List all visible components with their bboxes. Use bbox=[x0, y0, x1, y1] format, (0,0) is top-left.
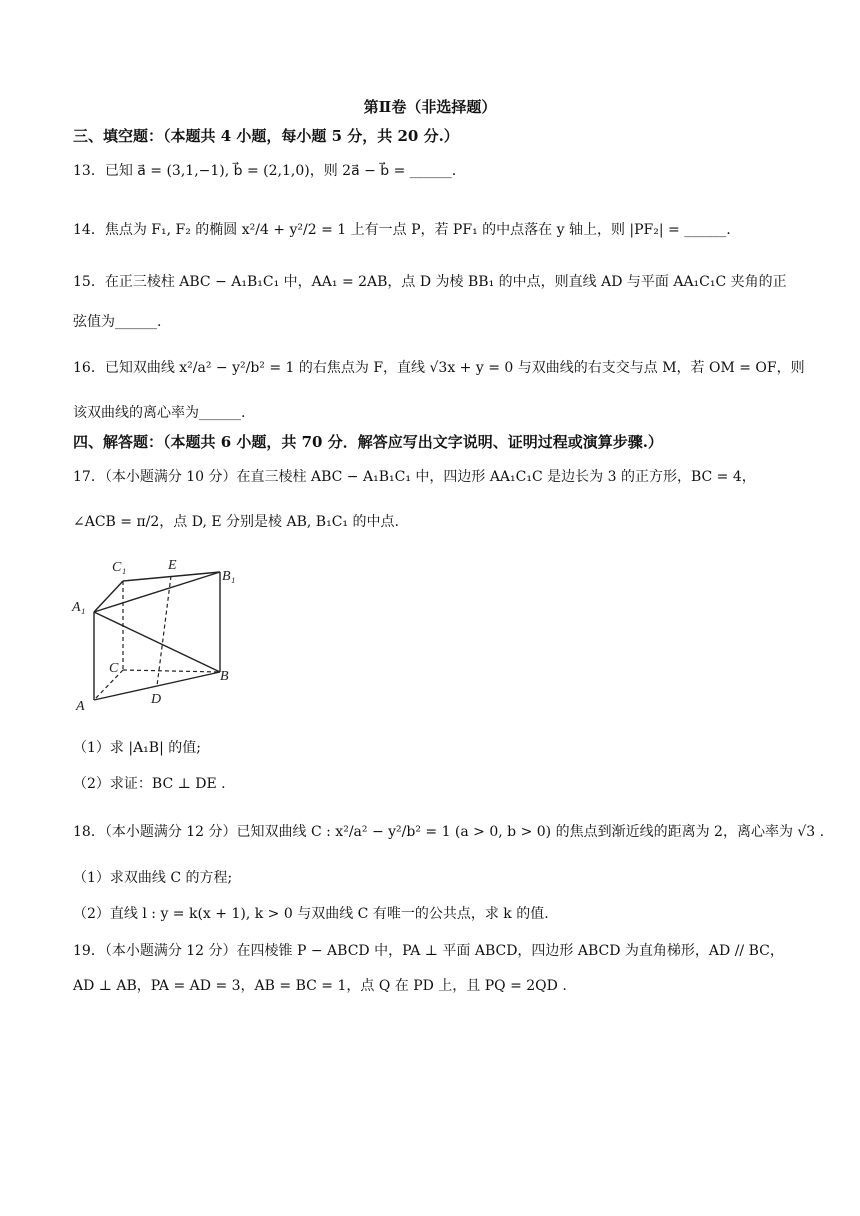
question-13: 13．已知 a⃗ = (3,1,−1), b⃗ = (2,1,0)，则 2a⃗ − b⃗ = ______. bbox=[73, 163, 457, 179]
question-17-part-2: （2）求证：BC ⊥ DE . bbox=[73, 776, 226, 792]
solve-heading: 四、解答题：（本题共 6 小题，共 70 分．解答应写出文字说明、证明过程或演算步骤.） bbox=[73, 433, 663, 451]
question-18-part-2: （2）直线 l : y = k(x + 1), k > 0 与双曲线 C 有唯一的公共点，求 k 的值. bbox=[73, 906, 549, 922]
label-c: C bbox=[109, 661, 119, 676]
edge-cb bbox=[123, 670, 220, 672]
edge-de bbox=[157, 576, 171, 686]
question-17-line-1: 17．（本小题满分 10 分）在直三棱柱 ABC − A₁B₁C₁ 中，四边形 AA₁C₁C 是边长为 3 的正方形，BC = 4， bbox=[73, 469, 756, 485]
fill-in-heading: 三、填空题：（本题共 4 小题，每小题 5 分，共 20 分.） bbox=[73, 127, 459, 145]
question-14: 14．焦点为 F₁, F₂ 的椭圆 x²/4 + y²/2 = 1 上有一点 P，若 PF₁ 的中点落在 y 轴上，则 |PF₂| = ______. bbox=[73, 222, 731, 238]
label-c1: C₁ bbox=[112, 560, 127, 575]
label-b1: B₁ bbox=[222, 569, 236, 584]
section-title: 第Ⅱ卷（非选择题） bbox=[363, 98, 497, 116]
label-d: D bbox=[151, 692, 162, 707]
question-19-line-2: AD ⊥ AB，PA = AD = 3，AB = BC = 1，点 Q 在 PD 上，且 PQ = 2QD . bbox=[73, 978, 567, 994]
label-a: A bbox=[76, 699, 85, 714]
label-b: B bbox=[220, 669, 229, 684]
question-17-part-1: （1）求 |A₁B| 的值; bbox=[73, 740, 201, 756]
question-18-part-1: （1）求双曲线 C 的方程; bbox=[73, 870, 233, 886]
question-18-line-1: 18．（本小题满分 12 分）已知双曲线 C : x²/a² − y²/b² = 1 (a > 0, b > 0) 的焦点到渐近线的距离为 2，离心率为 √3 . bbox=[73, 824, 825, 840]
question-15-line-2: 弦值为______. bbox=[73, 314, 162, 330]
question-17-line-2: ∠ACB = π/2，点 D, E 分别是棱 AB, B₁C₁ 的中点. bbox=[73, 514, 399, 530]
label-e: E bbox=[168, 558, 177, 573]
label-a1: A₁ bbox=[72, 600, 86, 615]
question-16-line-2: 该双曲线的离心率为______. bbox=[73, 405, 246, 421]
prism-figure bbox=[68, 550, 258, 720]
question-15-line-1: 15．在正三棱柱 ABC − A₁B₁C₁ 中，AA₁ = 2AB，点 D 为棱 BB₁ 的中点，则直线 AD 与平面 AA₁C₁C 夹角的正 bbox=[73, 274, 787, 290]
question-16-line-1: 16．已知双曲线 x²/a² − y²/b² = 1 的右焦点为 F，直线 √3x + y = 0 与双曲线的右支交与点 M，若 OM = OF，则 bbox=[73, 360, 805, 376]
question-19-line-1: 19．（本小题满分 12 分）在四棱锥 P − ABCD 中，PA ⊥ 平面 ABCD，四边形 ABCD 为直角梯形，AD // BC， bbox=[73, 943, 784, 959]
